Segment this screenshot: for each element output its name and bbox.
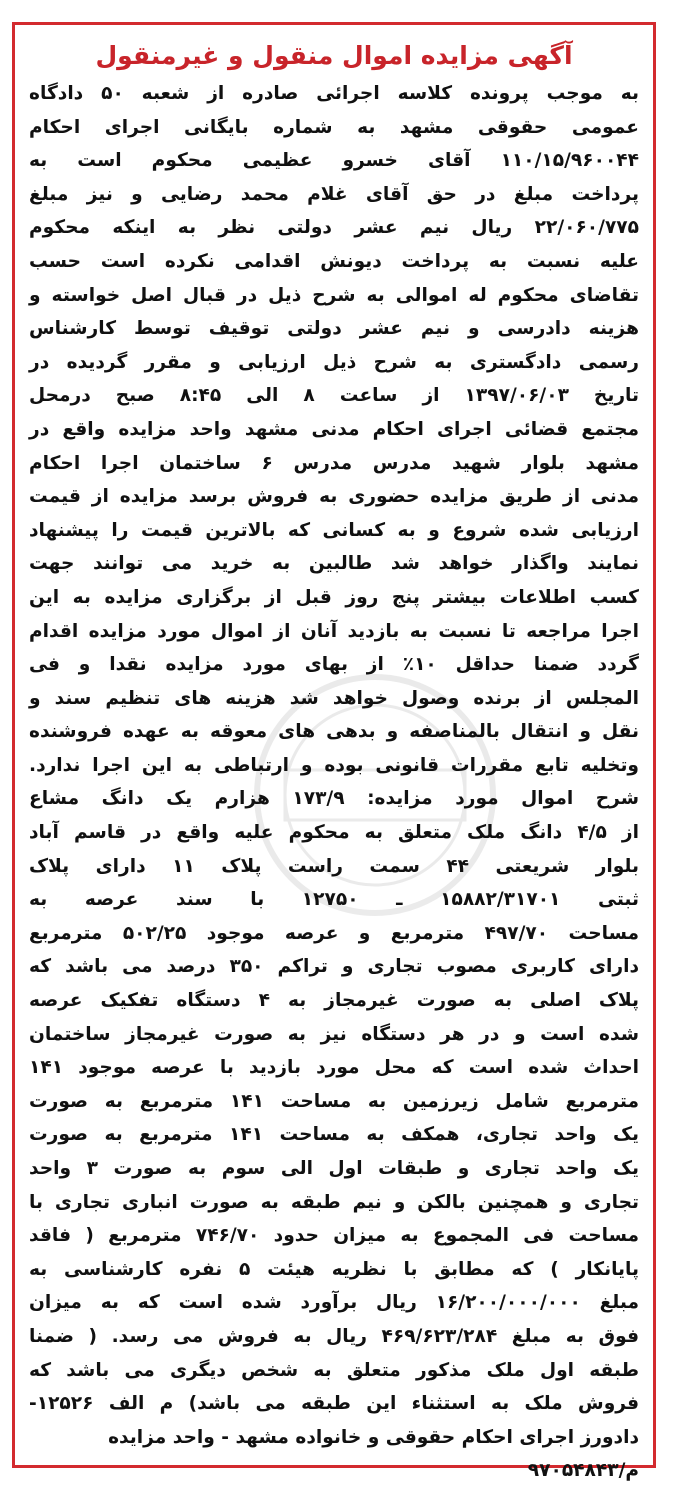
notice-line: از ۴/۵ دانگ ملک متعلق به محکوم علیه واقع در قاسم آباد	[29, 822, 639, 844]
notice-line: ۱۱۰/۱۵/۹۶۰۰۴۴ آقای خسرو عظیمی محکوم است به	[29, 150, 639, 172]
notice-line: نمایند واگذار خواهد شد طالبین به خرید می توانند جهت	[29, 553, 639, 575]
notice-line: ارزیابی شده شروع و به کسانی که بالاترین قیمت را پیشنهاد	[29, 519, 639, 541]
notice-frame	[12, 22, 656, 1482]
notice-line: کسب اطلاعات بیشتر پنج روز قبل از برگزاری مزایده به این	[29, 586, 639, 608]
notice-line: ۲۲/۰۶۰/۷۷۵ ریال نیم عشر دولتی نظر به اینکه محکوم	[29, 217, 639, 239]
notice-line: تجاری و همچنین بالکن و نیم طبقه به صورت انباری تجاری با	[29, 1191, 639, 1213]
notice-line: شده است و در هر دستگاه نیز به صورت غیرمجاز ساختمان	[29, 1023, 639, 1045]
notice-line: یک واحد تجاری، همکف به مساحت ۱۴۱ مترمربع به صورت	[29, 1124, 639, 1146]
notice-title: آگهی مزایده اموال منقول و غیرمنقول	[95, 41, 573, 70]
notice-line: رسمی دادگستری به شرح ذیل ارزیابی و مقرر گردیده در	[29, 351, 639, 373]
notice-line: فوق به مبلغ ۴۶۹/۶۲۳/۲۸۴ ریال به فروش می رسد. ( ضمنا	[29, 1325, 639, 1347]
notice-line: طبقه اول ملک مذکور متعلق به شخص دیگری می باشد که	[29, 1359, 639, 1381]
notice-line: عمومی حقوقی مشهد به شماره بایگانی اجرای احکام	[29, 116, 639, 138]
notice-line: فروش ملک به استثناء این طبقه می باشد) م الف ۱۲۵۲۶-	[29, 1393, 639, 1415]
notice-line: دادورز اجرای احکام حقوقی و خانواده مشهد - واحد مزایده	[108, 1426, 639, 1448]
notice-line: مدنی از طریق مزایده حضوری به فروش برسد مزایده از قیمت	[29, 486, 639, 508]
notice-line: مساحت ۴۹۷/۷۰ مترمربع و عرصه موجود ۵۰۲/۲۵ مترمربع	[29, 922, 640, 944]
notice-line: ثبتی ۱۵۸۸۲/۳۱۷۰۱ ـ ۱۲۷۵۰ با سند عرصه به	[29, 889, 639, 911]
notice-line: نقل و انتقال بالمناصفه و بدهی های معوقه به عهده فروشنده	[29, 721, 639, 743]
notice-code: م/۹۷۰۵۴۸۴۳	[527, 1460, 639, 1482]
notice-line: گردد ضمنا حداقل ۱۰٪ از بهای مورد مزایده نقدا و فی	[29, 654, 639, 676]
notice-line: پلاک اصلی به صورت غیرمجاز به ۴ دستگاه تفکیک عرصه	[29, 990, 639, 1012]
notice-line: تقاضای محکوم له اموالی به شرح ذیل در قبال اصل خواسته و	[29, 284, 639, 306]
notice-line: یک واحد تجاری و طبقات اول الی سوم به صورت ۳ واحد	[29, 1158, 640, 1179]
notice-body	[29, 77, 639, 1454]
notice-line: مبلغ ۱۶/۲۰۰/۰۰۰/۰۰۰ ریال برآورد شده است که به میزان	[29, 1292, 639, 1314]
notice-line: علیه نسبت به پرداخت دیونش اقدامی نکرده است حسب	[29, 250, 639, 272]
notice-line: بلوار شریعتی ۴۴ سمت راست پلاک ۱۱ دارای پلاک	[29, 855, 640, 877]
notice-line: مساحت فی المجموع به میزان حدود ۷۴۶/۷۰ مترمربع ( فاقد	[29, 1225, 640, 1247]
notice-line: المجلس از برنده وصول خواهد شد هزینه های تنظیم سند و	[29, 687, 639, 709]
notice-line: پرداخت مبلغ در حق آقای غلام محمد رضایی و نیز مبلغ	[29, 183, 639, 205]
notice-line: شرح اموال مورد مزایده: ۱۷۳/۹ هزارم یک دانگ مشاع	[29, 788, 639, 810]
notice-line: تاریخ ۱۳۹۷/۰۶/۰۳ از ساعت ۸ الی ۸:۴۵ صبح درمحل	[29, 385, 639, 407]
notice-line: مشهد بلوار شهید مدرس مدرس ۶ ساختمان اجرا احکام	[29, 452, 639, 474]
notice-line: مترمربع شامل زیرزمین به مساحت ۱۴۱ مترمربع به صورت	[29, 1090, 639, 1112]
notice-line: اجرا مراجعه تا نسبت به بازدید آنان از اموال مورد مزایده اقدام	[29, 620, 639, 642]
notice-line: وتخلیه تابع مقررات قانونی بوده و ارتباطی به این اجرا ندارد.	[29, 754, 639, 776]
notice-line: مجتمع قضائی اجرای احکام مدنی مشهد واحد مزایده واقع در	[29, 418, 639, 440]
notice-line: هزینه دادرسی و نیم عشر دولتی توقیف توسط کارشناس	[29, 318, 639, 340]
notice-line: پایانکار ) که مطابق با نظریه هیئت ۵ نفره کارشناسی به	[29, 1258, 639, 1280]
notice-line: احداث شده است که محل مورد بازدید با عرصه موجود ۱۴۱	[29, 1057, 639, 1079]
notice-line: دارای کاربری مصوب تجاری و تراکم ۳۵۰ درصد می باشد که	[29, 956, 639, 978]
notice-line: به موجب پرونده کلاسه اجرائی صادره از شعبه ۵۰ دادگاه	[29, 83, 640, 104]
